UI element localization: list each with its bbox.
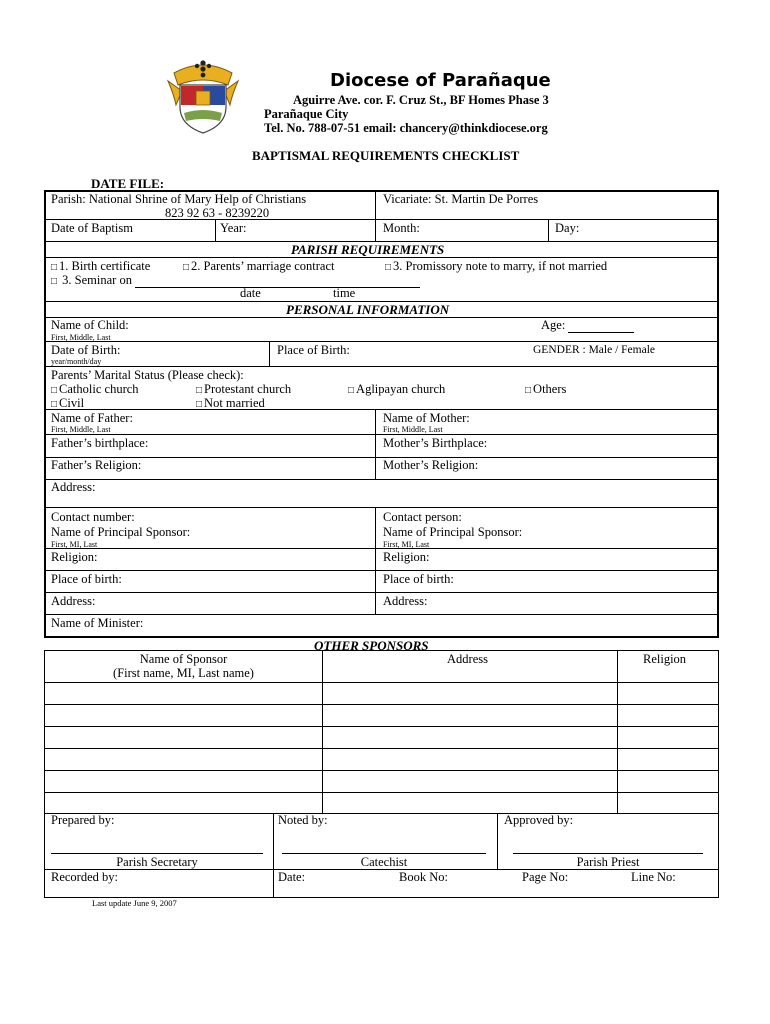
row-divider bbox=[45, 479, 718, 480]
vicariate-field[interactable]: Vicariate: St. Martin De Porres bbox=[383, 192, 539, 206]
date-of-baptism-label: Date of Baptism bbox=[51, 221, 133, 235]
ms-others-checkbox[interactable]: □ Others bbox=[525, 382, 566, 397]
parish-value: : National Shrine of Mary Help of Christians bbox=[82, 192, 307, 206]
baptism-day-field[interactable]: Day: bbox=[555, 221, 580, 235]
principal-sponsor-left-field[interactable]: Name of Principal Sponsor: bbox=[51, 525, 191, 539]
row-divider bbox=[45, 366, 718, 367]
father-name-field[interactable]: Name of Father: bbox=[51, 411, 133, 425]
row-divider bbox=[45, 592, 718, 593]
row-divider bbox=[45, 434, 718, 435]
child-name-field[interactable]: Name of Child: bbox=[51, 318, 129, 332]
place-of-birth-field[interactable]: Place of Birth: bbox=[277, 343, 350, 357]
seminar-blank[interactable] bbox=[135, 276, 420, 288]
contact-person-field[interactable]: Contact person: bbox=[383, 510, 462, 524]
page-no-field[interactable]: Page No: bbox=[522, 870, 569, 884]
sponsor-left-address-field[interactable]: Address: bbox=[51, 594, 96, 608]
sponsor-row-divider bbox=[44, 770, 719, 771]
recorded-by-field[interactable]: Recorded by: bbox=[51, 870, 118, 884]
col-header-name-2: (First name, MI, Last name) bbox=[113, 666, 254, 680]
organization-name: Diocese of Parañaque bbox=[330, 70, 551, 91]
req-marriage-contract-checkbox[interactable]: □ 2. Parents’ marriage contract bbox=[183, 259, 335, 274]
col-header-name-1: Name of Sponsor bbox=[139, 652, 228, 666]
seminar-time-label: time bbox=[333, 286, 356, 300]
child-name-hint: First, Middle, Last bbox=[51, 333, 111, 342]
col-header-religion: Religion bbox=[643, 652, 687, 666]
ms-protestant-checkbox[interactable]: □ Protestant church bbox=[196, 382, 291, 397]
catechist-label: Catechist bbox=[360, 855, 408, 869]
priest-signature-line[interactable] bbox=[513, 853, 703, 854]
col-divider bbox=[269, 341, 270, 366]
diocese-seal-logo bbox=[166, 55, 240, 135]
sponsor-left-hint: First, MI, Last bbox=[51, 540, 98, 549]
seminar-date-label: date bbox=[240, 286, 261, 300]
catechist-signature-line[interactable] bbox=[282, 853, 486, 854]
req-promissory-note-checkbox[interactable]: □ 3. Promissory note to marry, if not married bbox=[385, 259, 607, 274]
father-birthplace-field[interactable]: Father’s birthplace: bbox=[51, 436, 149, 450]
minister-name-field[interactable]: Name of Minister: bbox=[51, 616, 144, 630]
other-sponsors-title: OTHER SPONSORS bbox=[314, 638, 429, 653]
sponsor-col-divider bbox=[322, 651, 323, 814]
row-divider bbox=[45, 457, 718, 458]
row-divider bbox=[45, 409, 718, 410]
father-name-hint: First, Middle, Last bbox=[51, 425, 111, 434]
secretary-signature-line[interactable] bbox=[51, 853, 263, 854]
parish-field[interactable] bbox=[51, 192, 306, 207]
row-divider bbox=[45, 570, 718, 571]
row-divider bbox=[45, 341, 718, 342]
col-divider bbox=[375, 507, 376, 614]
book-no-field[interactable]: Book No: bbox=[399, 870, 448, 884]
col-divider bbox=[375, 219, 376, 241]
mother-religion-field[interactable]: Mother’s Religion: bbox=[383, 458, 479, 472]
parish-label: Parish bbox=[51, 192, 83, 206]
sponsor-right-birthplace-field[interactable]: Place of birth: bbox=[383, 572, 454, 586]
row-divider bbox=[45, 507, 718, 508]
address-line-2: Parañaque City bbox=[264, 107, 349, 121]
row-divider bbox=[45, 548, 718, 549]
parish-requirements-title: PARISH REQUIREMENTS bbox=[291, 242, 445, 257]
req-birth-certificate-checkbox[interactable]: □ 1. Birth certificate bbox=[51, 259, 150, 274]
sig-col-divider bbox=[273, 813, 274, 898]
date-of-birth-field[interactable]: Date of Birth: bbox=[51, 343, 121, 357]
col-header-address: Address bbox=[447, 652, 488, 666]
ms-not-married-checkbox[interactable]: □ Not married bbox=[196, 396, 265, 411]
last-update-note: Last update June 9, 2007 bbox=[92, 898, 177, 908]
priest-label: Parish Priest bbox=[576, 855, 640, 869]
req-seminar-label: 3. Seminar on bbox=[62, 273, 132, 287]
col-divider bbox=[548, 219, 549, 241]
prepared-by-label: Prepared by: bbox=[51, 813, 115, 827]
mother-name-hint: First, Middle, Last bbox=[383, 425, 443, 434]
sponsor-row-divider bbox=[44, 704, 719, 705]
ms-civil-checkbox[interactable]: □ Civil bbox=[51, 396, 84, 411]
sponsor-row-divider bbox=[44, 748, 719, 749]
marital-status-label: Parents’ Marital Status (Please check): bbox=[51, 368, 244, 382]
contact-number-field[interactable]: Contact number: bbox=[51, 510, 135, 524]
line-no-field[interactable]: Line No: bbox=[631, 870, 676, 884]
contact-line: Tel. No. 788-07-51 email: chancery@thinkdiocese.org bbox=[264, 121, 548, 135]
father-religion-field[interactable]: Father’s Religion: bbox=[51, 458, 142, 472]
row-divider bbox=[45, 219, 718, 220]
address-line-1: Aguirre Ave. cor. F. Cruz St., BF Homes Phase 3 bbox=[293, 93, 549, 107]
personal-info-title: PERSONAL INFORMATION bbox=[286, 302, 450, 317]
baptism-year-field[interactable]: Year: bbox=[220, 221, 247, 235]
sponsor-row-divider bbox=[44, 726, 719, 727]
sponsor-left-religion-field[interactable]: Religion: bbox=[51, 550, 98, 564]
sig-col-divider bbox=[497, 813, 498, 869]
record-date-field[interactable]: Date: bbox=[278, 870, 306, 884]
sponsor-left-birthplace-field[interactable]: Place of birth: bbox=[51, 572, 122, 586]
sponsor-right-address-field[interactable]: Address: bbox=[383, 594, 428, 608]
parish-phone: 823 92 63 - 8239220 bbox=[165, 206, 270, 220]
secretary-label: Parish Secretary bbox=[116, 855, 198, 869]
approved-by-label: Approved by: bbox=[504, 813, 574, 827]
address-field[interactable]: Address: bbox=[51, 480, 96, 494]
row-divider bbox=[45, 614, 718, 615]
sponsor-right-religion-field[interactable]: Religion: bbox=[383, 550, 430, 564]
baptism-month-field[interactable]: Month: bbox=[383, 221, 420, 235]
sponsor-right-hint: First, MI, Last bbox=[383, 540, 430, 549]
mother-name-field[interactable]: Name of Mother: bbox=[383, 411, 470, 425]
sponsor-row-divider bbox=[44, 792, 719, 793]
gender-field[interactable]: GENDER : Male / Female bbox=[533, 344, 656, 356]
req-seminar-checkbox[interactable] bbox=[51, 273, 420, 288]
ms-aglipayan-checkbox[interactable]: □ Aglipayan church bbox=[348, 382, 445, 397]
age-field[interactable] bbox=[541, 318, 634, 333]
principal-sponsor-right-field[interactable]: Name of Principal Sponsor: bbox=[383, 525, 523, 539]
age-blank[interactable] bbox=[568, 321, 634, 333]
sponsor-col-divider bbox=[617, 651, 618, 814]
form-title: BAPTISMAL REQUIREMENTS CHECKLIST bbox=[252, 148, 520, 163]
age-label: Age: bbox=[541, 318, 566, 332]
dob-hint: year/month/day bbox=[51, 357, 102, 366]
noted-by-label: Noted by: bbox=[278, 813, 328, 827]
date-file-label: DATE FILE: bbox=[91, 176, 165, 191]
col-divider bbox=[375, 409, 376, 479]
ms-catholic-checkbox[interactable]: □ Catholic church bbox=[51, 382, 139, 397]
col-divider bbox=[375, 191, 376, 219]
col-divider bbox=[215, 219, 216, 241]
mother-birthplace-field[interactable]: Mother’s Birthplace: bbox=[383, 436, 488, 450]
sponsor-row-divider bbox=[44, 682, 719, 683]
